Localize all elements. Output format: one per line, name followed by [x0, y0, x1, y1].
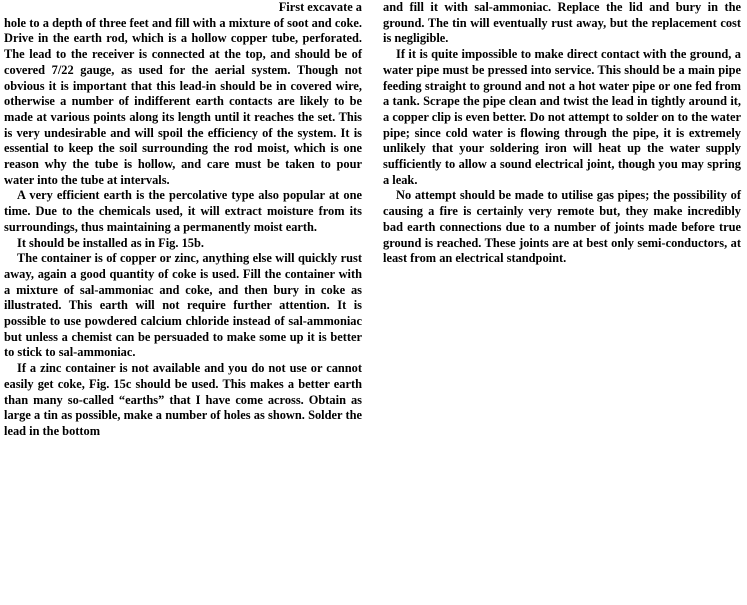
- paragraph-fig-15b: It should be installed as in Fig. 15b.: [17, 235, 204, 250]
- left-column: [4, 0, 362, 440]
- right-column: [383, 0, 741, 267]
- lead-in-text: First excavate a: [278, 0, 362, 14]
- paragraph-percolative-earth: A very efficient earth is the percolative type also popular at one time. Due to the chemicals used, it will extract moisture from its surroundings, thus maintaining a permanently moist earth.: [4, 188, 362, 234]
- paragraph-earth-rod: hole to a depth of three feet and fill with a mixture of soot and coke. Drive in the earth rod, which is a hollow copper tube, perforated. The lead to the receiver is connected at the top, and should be of covered 7/22 gauge, as used for the aerial system. Though not obvious it is important that this lead-in should be in covered wire, otherwise a number of indifferent earth contacts are likely to be made at various points along its length until it reaches the set. This is very undesirable and will spoil the efficiency of the system. It is essential to keep the soil surrounding the rod moist, which is one reason why the tube is hollow, and care must be taken to pour water into the tube at intervals.: [4, 15, 362, 187]
- paragraph-continuation: and fill it with sal-ammoniac. Replace the lid and bury in the ground. The tin will eventually rust away, but the replacement cost is negligible.: [383, 0, 741, 46]
- paragraph-container: The container is of copper or zinc, anything else will quickly rust away, again a good quantity of coke is used. Fill the container with a mixture of sal-ammoniac and coke, and then bury in coke as illustrated. This earth will not require further attention. It is possible to use powdered calcium chloride instead of sal-ammoniac but unless a chemist can be persuaded to make some up it is better to stick to sal-ammoniac.: [4, 251, 362, 360]
- paragraph-gas-pipes: No attempt should be made to utilise gas pipes; the possibility of causing a fire is certainly very remote but, they make incredibly bad earth connections due to a number of joints made before true ground is reached. These joints are at best only semi-conductors, at least from an electrical standpoint.: [383, 188, 741, 266]
- paragraph-water-pipe: If it is quite impossible to make direct contact with the ground, a water pipe must be pressed into service. This should be a main pipe feeding straight to ground and not a hot water pipe or one fed from a tank. Scrape the pipe clean and twist the lead in tightly around it, a copper clip is even better. Do not attempt to solder on to the water pipe; since cold water is flowing through the pipe, it is extremely unlikely that your soldering iron will heat up the water supply sufficiently to allow a sound electrical joint, though you may spring a leak.: [383, 47, 741, 187]
- paragraph-zinc-container: If a zinc container is not available and you do not use or cannot easily get coke, Fig. 15c should be used. This makes a better earth than many so-called “earths” that I have come across. Obtain as large a tin as possible, make a number of holes as shown. Solder the lead in the bottom: [4, 361, 362, 438]
